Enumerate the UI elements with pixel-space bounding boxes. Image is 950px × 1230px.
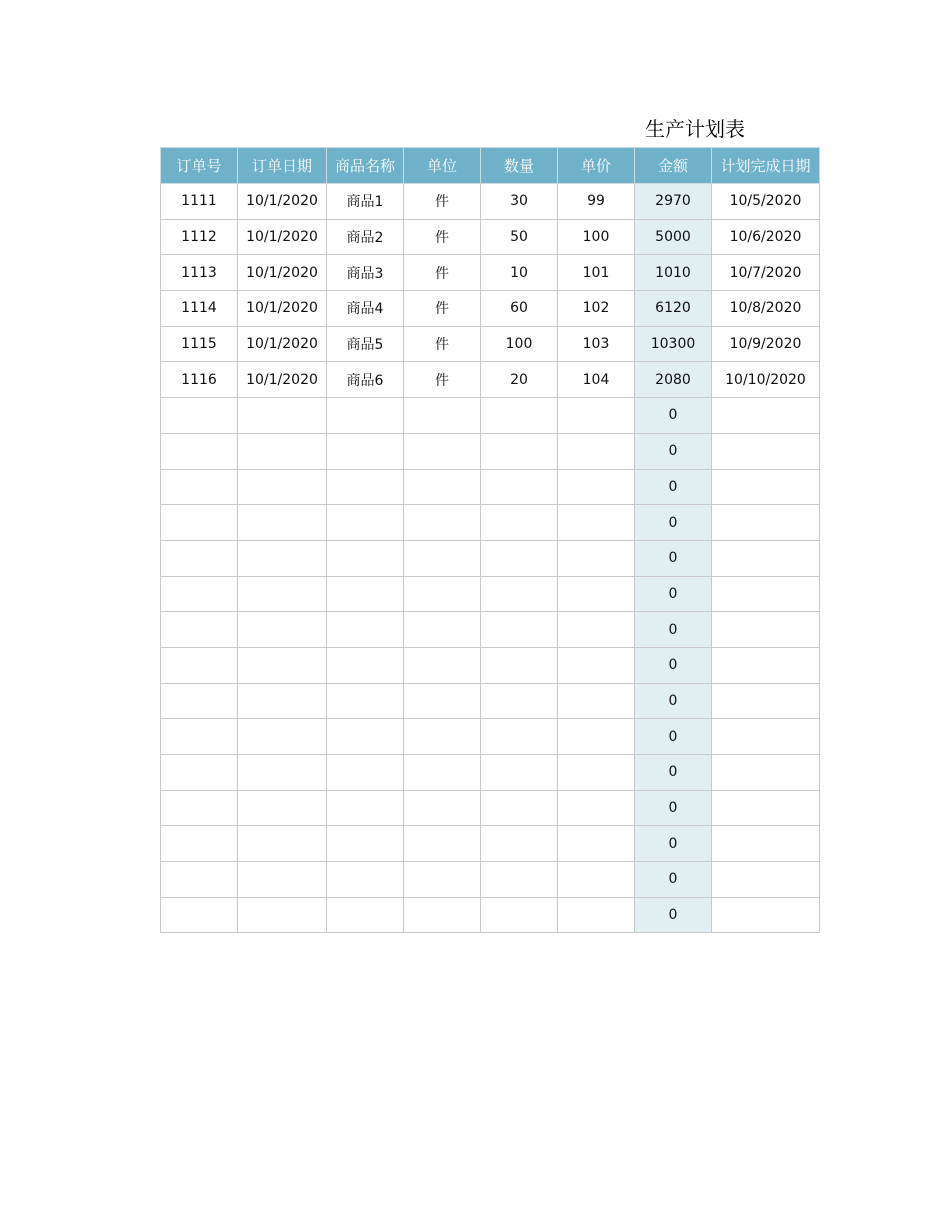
table-row (161, 469, 820, 505)
cell-quantity[interactable] (481, 790, 558, 826)
cell-amount[interactable]: 0 (635, 398, 712, 434)
table-row (161, 862, 820, 898)
cell-amount[interactable]: 1010 (635, 255, 712, 291)
cell-quantity[interactable] (481, 755, 558, 791)
cell-amount[interactable]: 10300 (635, 326, 712, 362)
cell-quantity[interactable]: 60 (481, 291, 558, 327)
cell-product-name[interactable]: 商品2 (327, 219, 404, 255)
table-row (161, 362, 820, 398)
cell-product-name[interactable] (327, 433, 404, 469)
cell-product-name[interactable]: 商品1 (327, 184, 404, 220)
cell-order-date[interactable] (238, 469, 327, 505)
cell-unit-price[interactable]: 101 (558, 255, 635, 291)
cell-unit[interactable] (404, 790, 481, 826)
cell-product-name[interactable] (327, 719, 404, 755)
cell-amount[interactable]: 0 (635, 790, 712, 826)
cell-unit-price[interactable] (558, 469, 635, 505)
cell-unit-price[interactable]: 103 (558, 326, 635, 362)
cell-order-no[interactable] (161, 647, 238, 683)
cell-unit[interactable] (404, 826, 481, 862)
cell-order-date[interactable] (238, 755, 327, 791)
cell-quantity[interactable] (481, 647, 558, 683)
cell-unit[interactable]: 件 (404, 219, 481, 255)
cell-order-no[interactable]: 1116 (161, 362, 238, 398)
header-product-name: 商品名称 (327, 148, 404, 184)
table-row (161, 897, 820, 933)
cell-quantity[interactable] (481, 862, 558, 898)
cell-order-date[interactable] (238, 398, 327, 434)
cell-unit[interactable] (404, 612, 481, 648)
cell-order-date[interactable]: 10/1/2020 (238, 255, 327, 291)
cell-planned-completion-date[interactable] (712, 719, 820, 755)
cell-amount[interactable]: 0 (635, 540, 712, 576)
table-row (161, 291, 820, 327)
cell-planned-completion-date[interactable]: 10/7/2020 (712, 255, 820, 291)
cell-unit-price[interactable]: 100 (558, 219, 635, 255)
cell-unit-price[interactable] (558, 897, 635, 933)
cell-order-date[interactable] (238, 897, 327, 933)
cell-order-no[interactable] (161, 862, 238, 898)
cell-unit[interactable]: 件 (404, 326, 481, 362)
cell-order-date[interactable] (238, 826, 327, 862)
cell-order-no[interactable]: 1111 (161, 184, 238, 220)
cell-unit[interactable] (404, 683, 481, 719)
cell-planned-completion-date[interactable] (712, 683, 820, 719)
header-row (161, 148, 820, 184)
cell-planned-completion-date[interactable] (712, 862, 820, 898)
cell-product-name[interactable]: 商品3 (327, 255, 404, 291)
cell-order-date[interactable] (238, 612, 327, 648)
cell-product-name[interactable] (327, 505, 404, 541)
cell-unit-price[interactable] (558, 433, 635, 469)
table-row (161, 683, 820, 719)
cell-order-no[interactable] (161, 826, 238, 862)
cell-planned-completion-date[interactable] (712, 897, 820, 933)
cell-planned-completion-date[interactable]: 10/5/2020 (712, 184, 820, 220)
cell-unit-price[interactable] (558, 719, 635, 755)
cell-unit-price[interactable] (558, 540, 635, 576)
cell-planned-completion-date[interactable] (712, 398, 820, 434)
cell-product-name[interactable] (327, 576, 404, 612)
cell-unit-price[interactable] (558, 826, 635, 862)
cell-unit-price[interactable]: 99 (558, 184, 635, 220)
cell-order-no[interactable] (161, 576, 238, 612)
cell-planned-completion-date[interactable] (712, 790, 820, 826)
cell-planned-completion-date[interactable]: 10/6/2020 (712, 219, 820, 255)
cell-unit-price[interactable] (558, 612, 635, 648)
cell-unit-price[interactable] (558, 647, 635, 683)
cell-amount[interactable]: 0 (635, 755, 712, 791)
cell-amount[interactable]: 0 (635, 433, 712, 469)
cell-amount[interactable]: 2080 (635, 362, 712, 398)
cell-unit[interactable] (404, 719, 481, 755)
cell-amount[interactable]: 5000 (635, 219, 712, 255)
cell-order-date[interactable] (238, 647, 327, 683)
cell-order-date[interactable]: 10/1/2020 (238, 362, 327, 398)
cell-product-name[interactable] (327, 755, 404, 791)
cell-order-no[interactable]: 1115 (161, 326, 238, 362)
table-row (161, 505, 820, 541)
cell-unit[interactable] (404, 398, 481, 434)
cell-product-name[interactable] (327, 612, 404, 648)
cell-order-no[interactable] (161, 433, 238, 469)
cell-amount[interactable]: 0 (635, 505, 712, 541)
cell-order-date[interactable] (238, 433, 327, 469)
cell-quantity[interactable] (481, 469, 558, 505)
cell-product-name[interactable] (327, 897, 404, 933)
cell-amount[interactable]: 0 (635, 897, 712, 933)
cell-planned-completion-date[interactable]: 10/10/2020 (712, 362, 820, 398)
cell-amount[interactable]: 2970 (635, 184, 712, 220)
cell-order-no[interactable] (161, 469, 238, 505)
cell-order-date[interactable]: 10/1/2020 (238, 184, 327, 220)
cell-quantity[interactable]: 30 (481, 184, 558, 220)
cell-unit[interactable]: 件 (404, 184, 481, 220)
cell-planned-completion-date[interactable] (712, 826, 820, 862)
cell-order-no[interactable] (161, 540, 238, 576)
cell-order-date[interactable] (238, 540, 327, 576)
cell-planned-completion-date[interactable] (712, 576, 820, 612)
cell-order-date[interactable]: 10/1/2020 (238, 219, 327, 255)
cell-quantity[interactable]: 20 (481, 362, 558, 398)
cell-quantity[interactable]: 100 (481, 326, 558, 362)
cell-planned-completion-date[interactable] (712, 469, 820, 505)
header-order-date: 订单日期 (238, 148, 327, 184)
table-row (161, 326, 820, 362)
table-row (161, 540, 820, 576)
cell-product-name[interactable]: 商品4 (327, 291, 404, 327)
cell-quantity[interactable] (481, 683, 558, 719)
cell-planned-completion-date[interactable] (712, 755, 820, 791)
header-unit-price: 单价 (558, 148, 635, 184)
cell-quantity[interactable] (481, 576, 558, 612)
cell-amount[interactable]: 6120 (635, 291, 712, 327)
cell-amount[interactable]: 0 (635, 612, 712, 648)
cell-unit[interactable] (404, 469, 481, 505)
cell-amount[interactable]: 0 (635, 826, 712, 862)
cell-unit-price[interactable] (558, 398, 635, 434)
cell-order-date[interactable] (238, 790, 327, 826)
cell-order-no[interactable] (161, 612, 238, 648)
cell-product-name[interactable] (327, 826, 404, 862)
table-row (161, 790, 820, 826)
cell-planned-completion-date[interactable] (712, 505, 820, 541)
table-row (161, 398, 820, 434)
sheet-title: 生产计划表 (645, 117, 745, 141)
header-planned-completion-date: 计划完成日期 (712, 148, 820, 184)
cell-product-name[interactable] (327, 683, 404, 719)
cell-order-no[interactable] (161, 755, 238, 791)
table-row (161, 219, 820, 255)
cell-planned-completion-date[interactable] (712, 540, 820, 576)
cell-order-date[interactable]: 10/1/2020 (238, 291, 327, 327)
cell-unit[interactable] (404, 540, 481, 576)
table-row (161, 255, 820, 291)
table-row (161, 184, 820, 220)
cell-product-name[interactable]: 商品6 (327, 362, 404, 398)
cell-order-no[interactable] (161, 897, 238, 933)
cell-planned-completion-date[interactable] (712, 612, 820, 648)
cell-quantity[interactable] (481, 897, 558, 933)
cell-order-no[interactable] (161, 790, 238, 826)
header-amount: 金额 (635, 148, 712, 184)
cell-unit[interactable] (404, 647, 481, 683)
table-row (161, 826, 820, 862)
cell-unit-price[interactable] (558, 862, 635, 898)
cell-order-no[interactable] (161, 505, 238, 541)
cell-unit[interactable] (404, 755, 481, 791)
cell-order-date[interactable] (238, 719, 327, 755)
cell-unit[interactable]: 件 (404, 362, 481, 398)
table-row (161, 433, 820, 469)
cell-product-name[interactable] (327, 790, 404, 826)
cell-quantity[interactable] (481, 719, 558, 755)
cell-quantity[interactable] (481, 540, 558, 576)
cell-product-name[interactable] (327, 469, 404, 505)
cell-amount[interactable]: 0 (635, 576, 712, 612)
cell-unit-price[interactable]: 104 (558, 362, 635, 398)
cell-amount[interactable]: 0 (635, 719, 712, 755)
cell-unit[interactable] (404, 576, 481, 612)
cell-amount[interactable]: 0 (635, 647, 712, 683)
cell-order-date[interactable]: 10/1/2020 (238, 326, 327, 362)
cell-order-no[interactable]: 1112 (161, 219, 238, 255)
table-row (161, 755, 820, 791)
cell-unit-price[interactable] (558, 505, 635, 541)
table-row (161, 576, 820, 612)
header-unit: 单位 (404, 148, 481, 184)
cell-unit[interactable]: 件 (404, 291, 481, 327)
cell-amount[interactable]: 0 (635, 683, 712, 719)
cell-product-name[interactable] (327, 398, 404, 434)
cell-planned-completion-date[interactable]: 10/8/2020 (712, 291, 820, 327)
cell-planned-completion-date[interactable] (712, 433, 820, 469)
cell-order-date[interactable] (238, 683, 327, 719)
cell-quantity[interactable] (481, 612, 558, 648)
cell-amount[interactable]: 0 (635, 469, 712, 505)
cell-product-name[interactable] (327, 540, 404, 576)
cell-order-no[interactable] (161, 719, 238, 755)
cell-unit-price[interactable] (558, 683, 635, 719)
cell-order-date[interactable] (238, 505, 327, 541)
cell-quantity[interactable] (481, 433, 558, 469)
cell-quantity[interactable]: 50 (481, 219, 558, 255)
cell-unit[interactable]: 件 (404, 255, 481, 291)
table-row (161, 719, 820, 755)
cell-product-name[interactable] (327, 862, 404, 898)
cell-order-no[interactable]: 1114 (161, 291, 238, 327)
cell-order-date[interactable] (238, 576, 327, 612)
cell-order-no[interactable] (161, 683, 238, 719)
production-plan-table (160, 147, 820, 933)
cell-quantity[interactable]: 10 (481, 255, 558, 291)
cell-unit-price[interactable] (558, 576, 635, 612)
cell-quantity[interactable] (481, 505, 558, 541)
header-quantity: 数量 (481, 148, 558, 184)
cell-unit[interactable] (404, 505, 481, 541)
cell-unit[interactable] (404, 433, 481, 469)
cell-quantity[interactable] (481, 826, 558, 862)
cell-quantity[interactable] (481, 398, 558, 434)
cell-planned-completion-date[interactable] (712, 647, 820, 683)
cell-unit-price[interactable]: 102 (558, 291, 635, 327)
cell-product-name[interactable]: 商品5 (327, 326, 404, 362)
cell-order-date[interactable] (238, 862, 327, 898)
cell-order-no[interactable]: 1113 (161, 255, 238, 291)
table-body (161, 184, 820, 933)
table-row (161, 612, 820, 648)
cell-unit-price[interactable] (558, 755, 635, 791)
cell-amount[interactable]: 0 (635, 862, 712, 898)
cell-unit[interactable] (404, 862, 481, 898)
cell-unit-price[interactable] (558, 790, 635, 826)
cell-planned-completion-date[interactable]: 10/9/2020 (712, 326, 820, 362)
table-row (161, 647, 820, 683)
cell-product-name[interactable] (327, 647, 404, 683)
cell-unit[interactable] (404, 897, 481, 933)
cell-order-no[interactable] (161, 398, 238, 434)
header-order-no: 订单号 (161, 148, 238, 184)
